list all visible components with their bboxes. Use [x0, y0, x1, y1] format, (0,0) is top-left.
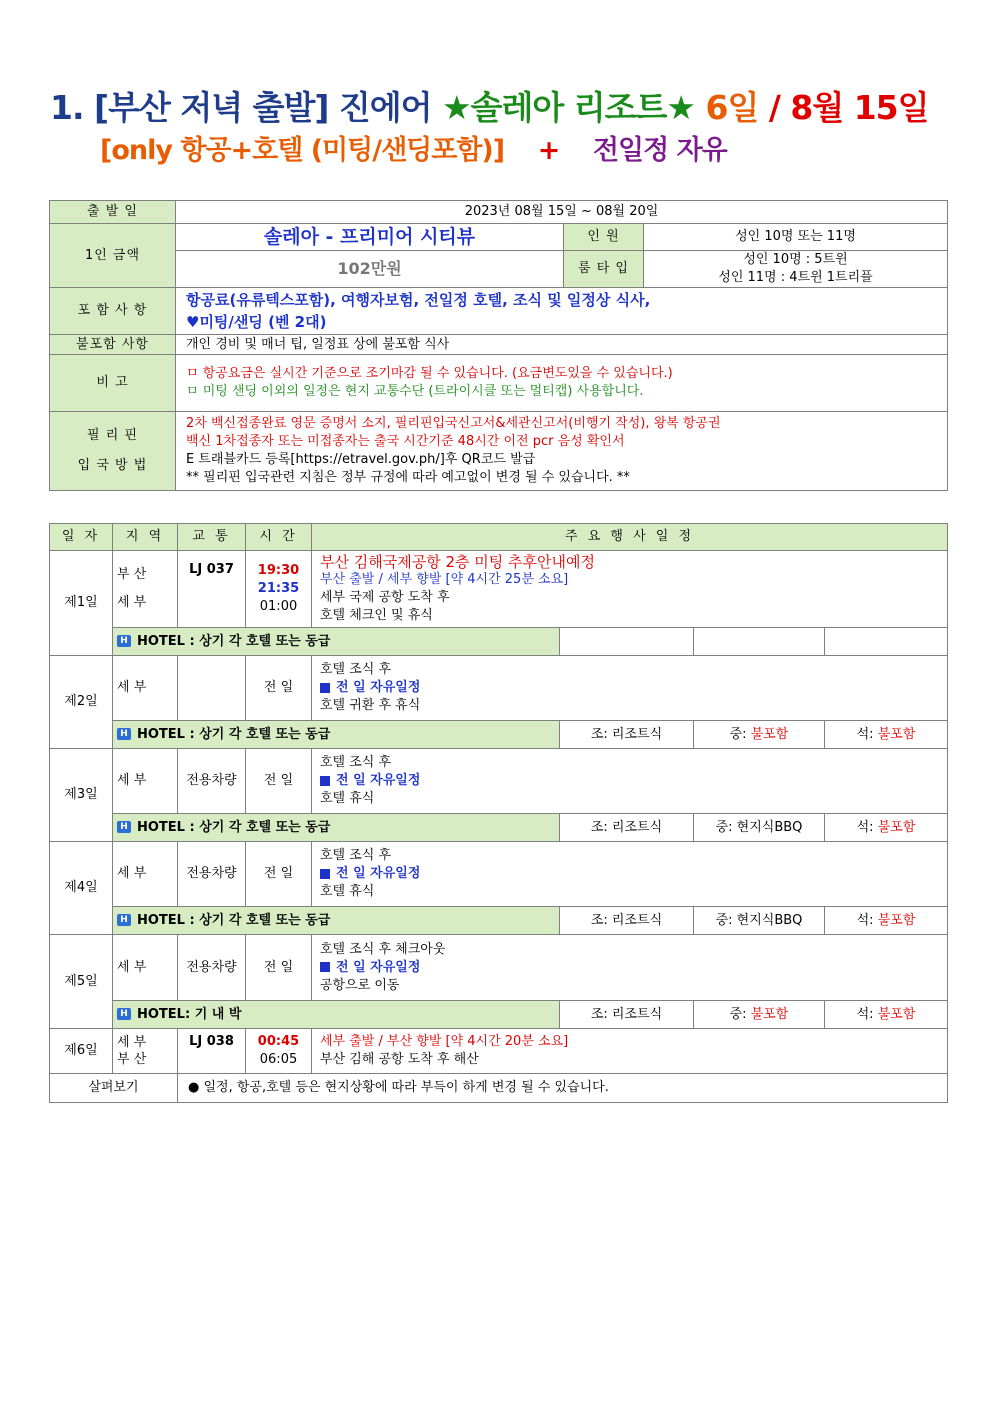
day1-region	[113, 551, 178, 628]
day1-time-1: 19:30	[257, 563, 300, 578]
price-label: 1인 금액	[50, 224, 176, 288]
hotel-icon: H	[117, 728, 131, 740]
day2-time: 전 일	[246, 656, 312, 721]
day1-hotel	[113, 628, 560, 656]
day1-line-1: 부산 김해국제공항 2층 미팅 추후안내예정	[320, 553, 595, 571]
hotel-icon: H	[117, 821, 131, 833]
day6-line-2: 부산 김해 공항 도착 후 해산	[320, 1052, 479, 1067]
note-label: 비 고	[50, 355, 176, 412]
title-route: [부산 저녁 출발] 진에어	[94, 88, 432, 127]
day6-transport: LJ 038	[178, 1029, 246, 1074]
depart-label: 출 발 일	[50, 201, 176, 224]
included-line-1: 항공료(유류텍스포함), 여행자보험, 전일정 호텔, 조식 및 일정상 식사,	[186, 291, 651, 309]
product-name	[176, 224, 564, 251]
day5-line-1: 호텔 조식 후 체크아웃	[320, 941, 446, 957]
entry-value	[176, 412, 948, 491]
day3-detail	[312, 749, 948, 814]
day2-line-3: 호텔 귀환 후 휴식	[320, 698, 421, 713]
day5-lunch-label: 중:	[729, 1006, 751, 1022]
day4-line-2-wrap	[320, 865, 943, 883]
day4-breakfast-value: 리조트식	[611, 912, 663, 928]
day2-lunch-label: 중:	[729, 726, 751, 742]
room-label: 룸 타 입	[564, 251, 644, 288]
day1-time	[246, 551, 312, 628]
day6-region-1: 세 부	[117, 1035, 147, 1050]
day2-line-2-wrap	[320, 679, 943, 697]
note-line-1: ㅁ 항공요금은 실시간 기준으로 조기마감 될 수 있습니다. (요금변도있을 수 있습니다.)	[186, 366, 673, 381]
day4-line-2: 전 일 자유일정	[336, 866, 421, 881]
day5-detail	[312, 935, 948, 1001]
day3-breakfast-label: 조:	[590, 819, 612, 835]
day3-hotel	[113, 814, 560, 842]
day5-hotel-text: HOTEL: 기 내 박	[137, 1006, 242, 1022]
day3-lunch-label: 중:	[715, 819, 737, 835]
hotel-icon: H	[117, 1008, 131, 1020]
day5-hotel	[113, 1001, 560, 1029]
day1-detail	[312, 551, 948, 628]
header-schedule: 주 요 행 사 일 정	[312, 524, 948, 551]
day2-line-2: 전 일 자유일정	[336, 680, 421, 695]
price-value: 102만원	[176, 251, 564, 288]
day1-time-2: 21:35	[257, 581, 300, 596]
day6-region-2: 부 산	[117, 1052, 147, 1067]
day4-dinner-value: 불포함	[877, 912, 916, 928]
day5-region: 세 부	[113, 935, 178, 1001]
day2-line-1: 호텔 조식 후	[320, 662, 392, 677]
day3-time: 전 일	[246, 749, 312, 814]
day2-hotel-text: HOTEL : 상기 각 호텔 또는 동급	[137, 726, 331, 742]
day3-line-2-wrap	[320, 772, 943, 790]
square-icon	[320, 776, 330, 786]
day3-label: 제3일	[50, 749, 113, 842]
day5-lunch	[694, 1001, 825, 1029]
day4-time: 전 일	[246, 842, 312, 907]
day3-hotel-text: HOTEL : 상기 각 호텔 또는 동급	[137, 819, 331, 835]
day2-lunch-value: 불포함	[750, 726, 789, 742]
day3-dinner-value: 불포함	[877, 819, 916, 835]
day1-region-1: 부 산	[117, 567, 147, 582]
entry-line-2: 백신 1차접종자 또는 미접종자는 출국 시간기준 48시간 이전 pcr 음성 확인서	[186, 434, 625, 449]
day1-line-2: 부산 출발 / 세부 향발 [약 4시간 25분 소요]	[320, 572, 569, 587]
day5-time: 전 일	[246, 935, 312, 1001]
day2-dinner-label: 석:	[856, 726, 878, 742]
day6-region	[113, 1029, 178, 1074]
day4-hotel	[113, 907, 560, 935]
day5-line-3: 공항으로 이동	[320, 977, 400, 993]
note-value	[176, 355, 948, 412]
day5-dinner-value: 불포함	[877, 1006, 916, 1022]
day6-time	[246, 1029, 312, 1074]
day4-lunch	[694, 907, 825, 935]
day4-region: 세 부	[113, 842, 178, 907]
day4-line-1: 호텔 조식 후	[320, 848, 392, 863]
day4-line-3: 호텔 휴식	[320, 884, 375, 899]
included-label: 포 함 사 항	[50, 288, 176, 335]
excluded-value: 개인 경비 및 매너 팁, 일정표 상에 불포함 식사	[176, 335, 948, 355]
day3-line-1: 호텔 조식 후	[320, 755, 392, 770]
day2-breakfast-label: 조:	[590, 726, 612, 742]
day1-line-4: 호텔 체크인 및 휴식	[320, 608, 433, 623]
day3-line-3: 호텔 휴식	[320, 791, 375, 806]
entry-line-3: E 트래블카드 등록[https://etravel.gov.ph/]후 QR코드 발급	[186, 452, 536, 467]
title-date: / 8월 15일	[768, 88, 929, 127]
day1-time-3: 01:00	[259, 599, 298, 614]
day2-transport	[178, 656, 246, 721]
entry-label	[50, 412, 176, 491]
included-value	[176, 288, 948, 335]
day1-label: 제1일	[50, 551, 113, 656]
excluded-label: 불포함 사항	[50, 335, 176, 355]
day1-region-2: 세 부	[117, 595, 147, 610]
day4-transport: 전용차량	[178, 842, 246, 907]
day2-region: 세 부	[113, 656, 178, 721]
day3-breakfast	[560, 814, 694, 842]
day1-breakfast	[560, 628, 694, 656]
header-region: 지 역	[113, 524, 178, 551]
day6-time-1: 00:45	[257, 1034, 300, 1049]
title-number: 1.	[50, 88, 84, 127]
day5-line-2-wrap	[320, 959, 943, 977]
day6-label: 제6일	[50, 1029, 113, 1074]
day4-dinner-label: 석:	[856, 912, 878, 928]
header-time: 시 간	[246, 524, 312, 551]
day2-breakfast	[560, 721, 694, 749]
day3-region: 세 부	[113, 749, 178, 814]
hotel-icon: H	[117, 914, 131, 926]
subtitle-package: [only 항공+호텔 (미팅/샌딩포함)]	[100, 135, 505, 166]
title-days: 6일	[705, 88, 759, 127]
day2-breakfast-value: 리조트식	[611, 726, 663, 742]
day4-label: 제4일	[50, 842, 113, 935]
entry-line-4: ** 필리핀 입국관련 지침은 정부 규정에 따라 예고없이 변경 될 수 있습니다. **	[186, 470, 630, 485]
entry-label-1: 필 리 핀	[87, 428, 138, 443]
day1-line-3: 세부 국제 공항 도착 후	[320, 590, 450, 605]
info-table	[49, 200, 948, 491]
people-label: 인 원	[564, 224, 644, 251]
page-subtitle	[100, 128, 727, 167]
subtitle-plus: +	[537, 135, 560, 166]
day3-transport: 전용차량	[178, 749, 246, 814]
day2-hotel	[113, 721, 560, 749]
room-line-1: 성인 10명 : 5트윈	[743, 252, 848, 267]
day5-dinner-label: 석:	[856, 1006, 878, 1022]
day3-dinner-label: 석:	[856, 819, 878, 835]
day2-label: 제2일	[50, 656, 113, 749]
square-icon	[320, 683, 330, 693]
day1-transport: LJ 037	[178, 551, 246, 628]
day3-line-2: 전 일 자유일정	[336, 773, 421, 788]
day3-lunch-value: 현지식BBQ	[736, 819, 803, 835]
footer-label: 살펴보기	[50, 1074, 178, 1103]
included-line-2: ♥미팅/샌딩 (벤 2대)	[186, 313, 327, 331]
room-line-2: 성인 11명 : 4트윈 1트리플	[718, 270, 873, 285]
header-transport: 교 통	[178, 524, 246, 551]
day2-dinner-value: 불포함	[877, 726, 916, 742]
note-line-2: ㅁ 미팅 샌딩 이외의 일정은 현지 교통수단 (트라이시클 또는 멀티캡) 사용합니다.	[186, 384, 644, 399]
page-title	[50, 82, 929, 129]
day5-breakfast	[560, 1001, 694, 1029]
hotel-icon: H	[117, 635, 131, 647]
footer-text: ● 일정, 항공,호텔 등은 현지상황에 따라 부득이 하게 변경 될 수 있습니다.	[178, 1074, 948, 1103]
day4-lunch-value: 현지식BBQ	[736, 912, 803, 928]
day6-line-1: 세부 출발 / 부산 향발 [약 4시간 20분 소요]	[320, 1034, 569, 1049]
day2-lunch	[694, 721, 825, 749]
room-value	[644, 251, 948, 288]
day4-breakfast	[560, 907, 694, 935]
day4-lunch-label: 중:	[715, 912, 737, 928]
day3-lunch	[694, 814, 825, 842]
day4-dinner	[825, 907, 948, 935]
day6-time-2: 06:05	[259, 1052, 298, 1067]
day6-detail	[312, 1029, 948, 1074]
subtitle-free: 전일정 자유	[592, 135, 727, 166]
entry-line-1: 2차 백신접종완료 영문 증명서 소지, 필리핀입국신고서&세관신고서(비행기 작성), 왕복 항공권	[186, 416, 721, 431]
day5-line-2: 전 일 자유일정	[336, 959, 421, 975]
people-value: 성인 10명 또는 11명	[644, 224, 948, 251]
day3-dinner	[825, 814, 948, 842]
product-name-text: 솔레아 - 프리미어 시티뷰	[263, 226, 476, 248]
day3-breakfast-value: 리조트식	[611, 819, 663, 835]
header-day: 일 자	[50, 524, 113, 551]
day5-breakfast-value: 리조트식	[611, 1006, 663, 1022]
day4-breakfast-label: 조:	[590, 912, 612, 928]
day1-dinner	[825, 628, 948, 656]
day4-detail	[312, 842, 948, 907]
entry-label-2: 입 국 방 법	[77, 458, 148, 473]
day1-hotel-text: HOTEL : 상기 각 호텔 또는 동급	[137, 633, 331, 649]
schedule-table	[49, 523, 948, 1103]
day5-breakfast-label: 조:	[590, 1006, 612, 1022]
day1-lunch	[694, 628, 825, 656]
day2-detail	[312, 656, 948, 721]
day5-dinner	[825, 1001, 948, 1029]
depart-value: 2023년 08월 15일 ~ 08월 20일	[176, 201, 948, 224]
day5-transport: 전용차량	[178, 935, 246, 1001]
title-resort: ★솔레아 리조트★	[442, 88, 695, 127]
square-icon	[320, 962, 330, 972]
day5-label: 제5일	[50, 935, 113, 1029]
day2-dinner	[825, 721, 948, 749]
day4-hotel-text: HOTEL : 상기 각 호텔 또는 동급	[137, 912, 331, 928]
day5-lunch-value: 불포함	[750, 1006, 789, 1022]
square-icon	[320, 869, 330, 879]
